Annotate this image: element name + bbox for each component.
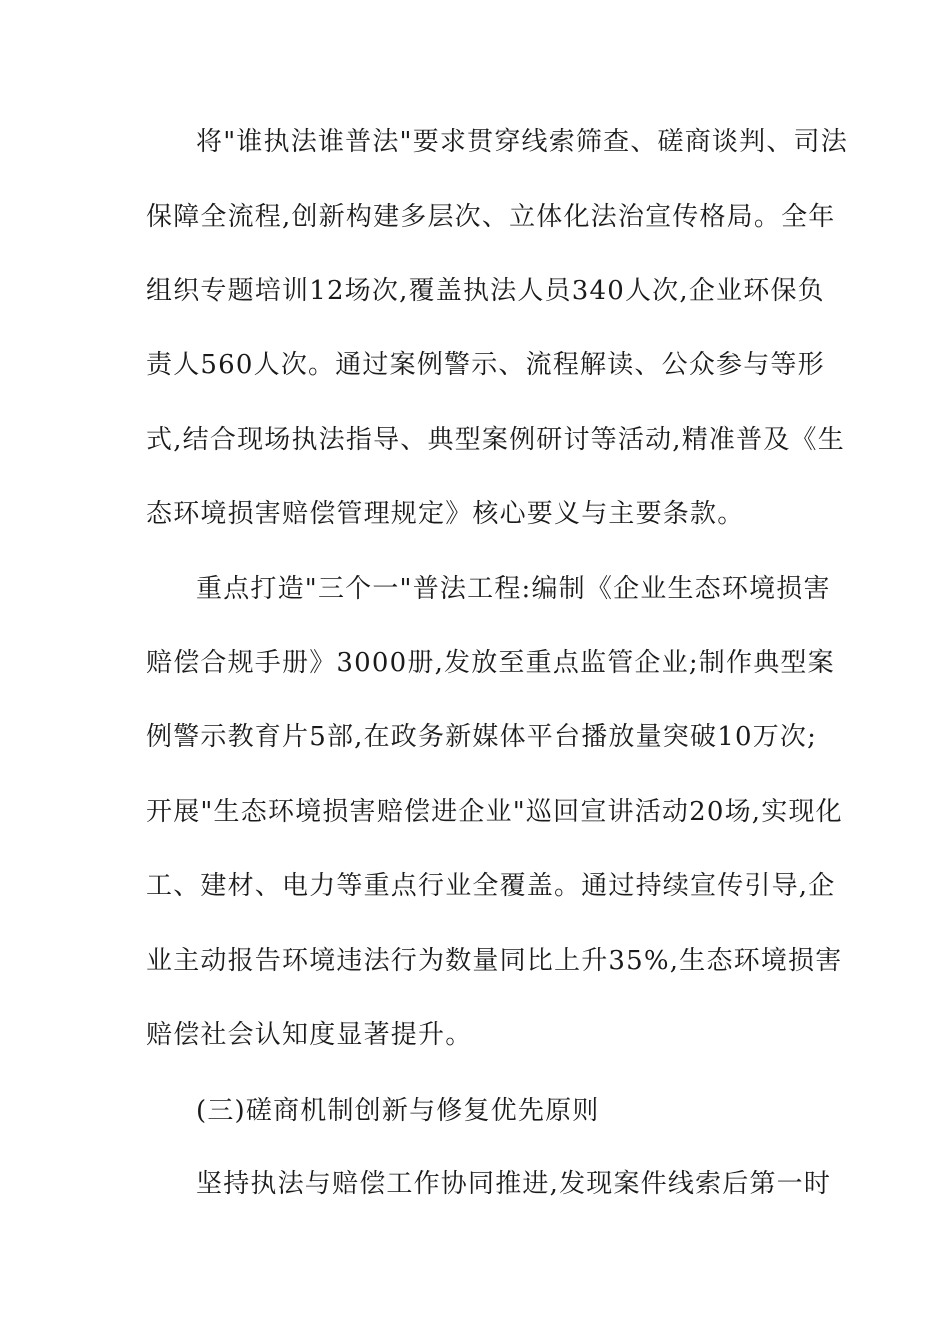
paragraph-2-line-1: 重点打造"三个一"普法工程:编制《企业生态环境损害 — [196, 574, 831, 604]
paragraph-2-line-4: 开展"生态环境损害赔偿进企业"巡回宣讲活动20场,实现化 — [146, 797, 843, 827]
paragraph-1-line-1: 将"谁执法谁普法"要求贯穿线索筛查、磋商谈判、司法 — [196, 127, 848, 157]
paragraph-1-line-2: 保障全流程,创新构建多层次、立体化法治宣传格局。全年 — [146, 202, 836, 232]
paragraph-2-line-7: 赔偿社会认知度显著提升。 — [146, 1020, 473, 1050]
paragraph-1-line-3: 组织专题培训12场次,覆盖执法人员340人次,企业环保负 — [146, 276, 825, 306]
paragraph-3-line-1: 坚持执法与赔偿工作协同推进,发现案件线索后第一时 — [196, 1169, 832, 1199]
paragraph-1-line-4: 责人560人次。通过案例警示、流程解读、公众参与等形 — [146, 350, 825, 380]
paragraph-2-line-3: 例警示教育片5部,在政务新媒体平台播放量突破10万次; — [146, 722, 818, 752]
paragraph-2-line-5: 工、建材、电力等重点行业全覆盖。通过持续宣传引导,企 — [146, 871, 836, 901]
paragraph-1-line-6: 态环境损害赔偿管理规定》核心要义与主要条款。 — [146, 499, 745, 529]
section-heading: (三)磋商机制创新与修复优先原则 — [196, 1096, 600, 1126]
paragraph-2-line-2: 赔偿合规手册》3000册,发放至重点监管企业;制作典型案 — [146, 648, 835, 678]
paragraph-2-line-6: 业主动报告环境违法行为数量同比上升35%,生态环境损害 — [146, 946, 843, 976]
paragraph-1-line-5: 式,结合现场执法指导、典型案例研讨等活动,精准普及《生 — [146, 425, 845, 455]
